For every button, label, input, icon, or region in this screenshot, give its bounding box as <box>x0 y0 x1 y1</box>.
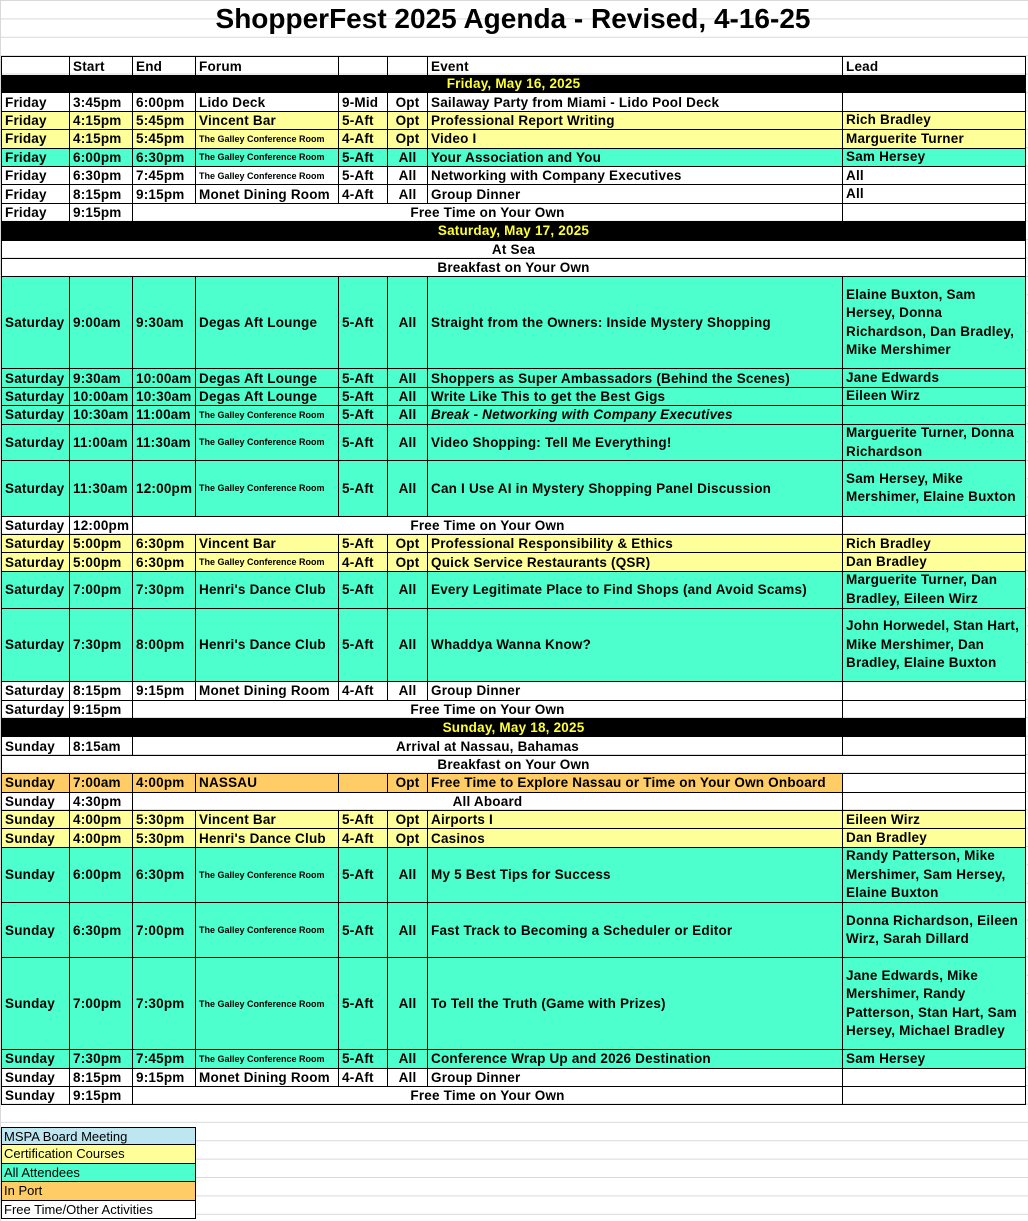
deck-cell: 4-Aft <box>339 682 388 700</box>
span-text: Free Time on Your Own <box>133 701 843 719</box>
opt-cell: All <box>388 682 428 700</box>
start-cell: 9:30am <box>70 369 133 387</box>
span-text: Free Time on Your Own <box>133 1087 843 1105</box>
start-cell: 6:00pm <box>70 149 133 167</box>
span-text: All Aboard <box>133 793 843 811</box>
end-cell: 11:30am <box>133 425 196 462</box>
header-day <box>1 57 70 76</box>
end-cell: 5:45pm <box>133 112 196 130</box>
opt-cell: All <box>388 149 428 167</box>
event-cell: Can I Use AI in Mystery Shopping Panel Discussion <box>428 461 843 516</box>
deck-cell: 5-Aft <box>339 958 388 1050</box>
lead-cell: Dan Bradley <box>843 829 1026 847</box>
opt-cell: All <box>388 461 428 516</box>
lead-cell: Jane Edwards, Mike Mershimer, Randy Patterson, Stan Hart, Sam Hersey, Michael Bradley <box>843 958 1026 1050</box>
event-cell: Airports I <box>428 811 843 829</box>
legend-label: In Port <box>4 1183 43 1199</box>
day-cell: Sunday <box>1 958 70 1050</box>
start-time-cell: 9:15pm <box>70 1087 133 1105</box>
forum-cell: The Galley Conference Room <box>196 903 339 958</box>
agenda-row <box>1 277 1026 369</box>
lead-cell <box>843 682 1026 700</box>
lead-cell <box>843 204 1026 222</box>
deck-cell: 5-Aft <box>339 112 388 130</box>
event-cell: Your Association and You <box>428 149 843 167</box>
start-cell: 11:30am <box>70 461 133 516</box>
event-cell: Fast Track to Becoming a Scheduler or Editor <box>428 903 843 958</box>
start-cell: 11:00am <box>70 425 133 462</box>
day-cell: Friday <box>1 167 70 185</box>
header-start: Start <box>70 57 133 76</box>
day-cell: Saturday <box>1 609 70 683</box>
span-text: Free Time on Your Own <box>133 204 843 222</box>
start-time-cell: 9:15pm <box>70 204 133 222</box>
agenda-row <box>1 535 1026 553</box>
start-time-cell: 4:30pm <box>70 793 133 811</box>
notice-row <box>1 241 1026 259</box>
forum-cell: The Galley Conference Room <box>196 167 339 185</box>
lead-cell: John Horwedel, Stan Hart, Mike Mershimer, Dan Bradley, Elaine Buxton <box>843 609 1026 683</box>
lead-cell <box>843 1087 1026 1105</box>
header-end: End <box>133 57 196 76</box>
forum-cell: Henri's Dance Club <box>196 572 339 609</box>
deck-cell: 5-Aft <box>339 609 388 683</box>
lead-cell: Jane Edwards <box>843 369 1026 387</box>
deck-cell: 5-Aft <box>339 425 388 462</box>
agenda-row <box>1 553 1026 571</box>
event-cell: Professional Report Writing <box>428 112 843 130</box>
end-cell: 4:00pm <box>133 774 196 792</box>
deck-cell: 5-Aft <box>339 167 388 185</box>
opt-cell: Opt <box>388 535 428 553</box>
day-cell: Friday <box>1 149 70 167</box>
lead-cell: All <box>843 185 1026 203</box>
opt-cell: All <box>388 903 428 958</box>
day-cell: Saturday <box>1 277 70 369</box>
day-cell: Saturday <box>1 388 70 406</box>
event-cell: Casinos <box>428 829 843 847</box>
start-cell: 4:15pm <box>70 112 133 130</box>
end-cell: 5:30pm <box>133 829 196 847</box>
agenda-row <box>1 903 1026 958</box>
lead-cell <box>843 93 1026 111</box>
event-cell: Write Like This to get the Best Gigs <box>428 388 843 406</box>
day-header-row <box>1 75 1026 93</box>
header-forum: Forum <box>196 57 339 76</box>
start-cell: 8:15pm <box>70 185 133 203</box>
end-cell: 7:30pm <box>133 958 196 1050</box>
day-header-row <box>1 719 1026 737</box>
lead-cell: Dan Bradley <box>843 553 1026 571</box>
forum-cell: The Galley Conference Room <box>196 425 339 462</box>
header-row <box>1 56 1026 76</box>
opt-cell: All <box>388 1050 428 1068</box>
event-cell: Video Shopping: Tell Me Everything! <box>428 425 843 462</box>
agenda-row <box>1 572 1026 609</box>
event-cell: Quick Service Restaurants (QSR) <box>428 553 843 571</box>
day-cell: Saturday <box>1 425 70 462</box>
deck-cell: 4-Aft <box>339 553 388 571</box>
lead-cell: Rich Bradley <box>843 535 1026 553</box>
event-cell: Shoppers as Super Ambassadors (Behind the Scenes) <box>428 369 843 387</box>
start-cell: 7:00pm <box>70 958 133 1050</box>
lead-cell <box>843 737 1026 755</box>
agenda-row <box>1 811 1026 829</box>
day-cell: Saturday <box>1 701 70 719</box>
start-cell: 7:00pm <box>70 572 133 609</box>
day-cell: Sunday <box>1 793 70 811</box>
deck-cell: 5-Aft <box>339 277 388 369</box>
deck-cell: 5-Aft <box>339 369 388 387</box>
day-cell: Friday <box>1 112 70 130</box>
lead-cell <box>843 1069 1026 1087</box>
end-cell: 7:30pm <box>133 572 196 609</box>
agenda-row <box>1 425 1026 462</box>
agenda-row <box>1 1069 1026 1087</box>
legend-label: MSPA Board Meeting <box>4 1129 128 1144</box>
opt-cell: All <box>388 609 428 683</box>
start-cell: 4:00pm <box>70 829 133 847</box>
forum-cell: Henri's Dance Club <box>196 609 339 683</box>
end-cell: 6:30pm <box>133 535 196 553</box>
forum-cell: Monet Dining Room <box>196 682 339 700</box>
opt-cell: All <box>388 369 428 387</box>
event-cell: Networking with Company Executives <box>428 167 843 185</box>
day-cell: Sunday <box>1 903 70 958</box>
day-cell: Sunday <box>1 774 70 792</box>
forum-cell: The Galley Conference Room <box>196 149 339 167</box>
header-event: Event <box>428 57 843 76</box>
legend-label: All Attendees <box>4 1164 80 1180</box>
forum-cell: Monet Dining Room <box>196 185 339 203</box>
legend-item-port <box>1 1182 196 1200</box>
deck-cell: 5-Aft <box>339 572 388 609</box>
day-cell: Sunday <box>1 1069 70 1087</box>
agenda-row <box>1 185 1026 203</box>
agenda-row <box>1 93 1026 111</box>
lead-cell: Sam Hersey <box>843 1050 1026 1068</box>
forum-cell: The Galley Conference Room <box>196 848 339 903</box>
day-cell: Sunday <box>1 1050 70 1068</box>
agenda-row <box>1 609 1026 683</box>
day-cell: Sunday <box>1 1087 70 1105</box>
notice-row <box>1 259 1026 277</box>
lead-cell: Eileen Wirz <box>843 811 1026 829</box>
forum-cell: Degas Aft Lounge <box>196 369 339 387</box>
end-cell: 7:45pm <box>133 167 196 185</box>
lead-cell: Marguerite Turner, Donna Richardson <box>843 425 1026 462</box>
lead-cell: Eileen Wirz <box>843 388 1026 406</box>
event-cell: Group Dinner <box>428 1069 843 1087</box>
deck-cell: 4-Aft <box>339 185 388 203</box>
opt-cell: Opt <box>388 811 428 829</box>
agenda-row <box>1 406 1026 424</box>
forum-cell: The Galley Conference Room <box>196 130 339 148</box>
start-time-cell: 8:15am <box>70 737 133 755</box>
lead-cell: Randy Patterson, Mike Mershimer, Sam Hersey, Elaine Buxton <box>843 848 1026 903</box>
opt-cell: All <box>388 406 428 424</box>
day-cell: Saturday <box>1 461 70 516</box>
end-cell: 10:00am <box>133 369 196 387</box>
deck-cell: 9-Mid <box>339 93 388 111</box>
day-cell: Sunday <box>1 811 70 829</box>
deck-cell: 5-Aft <box>339 535 388 553</box>
deck-cell: 5-Aft <box>339 461 388 516</box>
forum-cell: Vincent Bar <box>196 811 339 829</box>
forum-cell: The Galley Conference Room <box>196 1050 339 1068</box>
start-cell: 5:00pm <box>70 553 133 571</box>
forum-cell: Vincent Bar <box>196 112 339 130</box>
legend-item-all <box>1 1164 196 1182</box>
event-cell: Free Time to Explore Nassau or Time on Your Own Onboard <box>428 774 843 792</box>
deck-cell: 5-Aft <box>339 811 388 829</box>
agenda-row <box>1 848 1026 903</box>
agenda-row <box>1 1050 1026 1068</box>
agenda-row <box>1 167 1026 185</box>
opt-cell: All <box>388 277 428 369</box>
notice-row <box>1 756 1026 774</box>
opt-cell: Opt <box>388 829 428 847</box>
start-cell: 4:15pm <box>70 130 133 148</box>
day-cell: Saturday <box>1 406 70 424</box>
start-cell: 7:30pm <box>70 609 133 683</box>
end-cell: 9:15pm <box>133 682 196 700</box>
forum-cell: The Galley Conference Room <box>196 406 339 424</box>
opt-cell: All <box>388 388 428 406</box>
start-cell: 3:45pm <box>70 93 133 111</box>
day-cell: Friday <box>1 130 70 148</box>
free-time-row <box>1 737 1026 755</box>
lead-cell: Donna Richardson, Eileen Wirz, Sarah Dillard <box>843 903 1026 958</box>
start-cell: 8:15pm <box>70 682 133 700</box>
lead-cell: Sam Hersey, Mike Mershimer, Elaine Buxton <box>843 461 1026 516</box>
event-cell: Sailaway Party from Miami - Lido Pool Deck <box>428 93 843 111</box>
legend-label: Certification Courses <box>4 1146 125 1162</box>
end-cell: 5:45pm <box>133 130 196 148</box>
start-cell: 7:30pm <box>70 1050 133 1068</box>
event-cell: Break - Networking with Company Executives <box>428 406 843 424</box>
header-lead: Lead <box>843 57 1026 76</box>
end-cell: 6:30pm <box>133 149 196 167</box>
start-cell: 6:00pm <box>70 848 133 903</box>
event-cell: Every Legitimate Place to Find Shops (and Avoid Scams) <box>428 572 843 609</box>
start-cell: 7:00am <box>70 774 133 792</box>
agenda-title: ShopperFest 2025 Agenda - Revised, 4-16-25 <box>215 3 811 34</box>
lead-cell: Marguerite Turner, Dan Bradley, Eileen Wirz <box>843 572 1026 609</box>
day-cell: Saturday <box>1 517 70 535</box>
span-text: Arrival at Nassau, Bahamas <box>133 737 843 755</box>
end-cell: 11:00am <box>133 406 196 424</box>
day-cell: Saturday <box>1 369 70 387</box>
deck-cell: 5-Aft <box>339 848 388 903</box>
end-cell: 6:00pm <box>133 93 196 111</box>
forum-cell: Degas Aft Lounge <box>196 277 339 369</box>
header-deck <box>339 57 388 76</box>
agenda-row <box>1 149 1026 167</box>
lead-cell: Elaine Buxton, Sam Hersey, Donna Richardson, Dan Bradley, Mike Mershimer <box>843 277 1026 369</box>
free-time-row <box>1 793 1026 811</box>
start-cell: 10:30am <box>70 406 133 424</box>
lead-cell <box>843 774 1026 792</box>
day-cell: Friday <box>1 93 70 111</box>
end-cell: 9:15pm <box>133 1069 196 1087</box>
forum-cell: The Galley Conference Room <box>196 461 339 516</box>
forum-cell: Degas Aft Lounge <box>196 388 339 406</box>
agenda-row <box>1 829 1026 847</box>
agenda-row <box>1 682 1026 700</box>
day-cell: Sunday <box>1 829 70 847</box>
lead-cell <box>843 517 1026 535</box>
legend-item-cert <box>1 1145 196 1163</box>
opt-cell: All <box>388 425 428 462</box>
deck-cell <box>339 774 388 792</box>
agenda-row <box>1 130 1026 148</box>
event-cell: Group Dinner <box>428 682 843 700</box>
opt-cell: All <box>388 185 428 203</box>
opt-cell: All <box>388 958 428 1050</box>
day-cell: Sunday <box>1 737 70 755</box>
start-cell: 5:00pm <box>70 535 133 553</box>
free-time-row <box>1 517 1026 535</box>
end-cell: 6:30pm <box>133 848 196 903</box>
end-cell: 9:30am <box>133 277 196 369</box>
day-header: Saturday, May 17, 2025 <box>1 222 1026 240</box>
start-cell: 9:00am <box>70 277 133 369</box>
opt-cell: Opt <box>388 553 428 571</box>
lead-cell <box>843 793 1026 811</box>
event-cell: Straight from the Owners: Inside Mystery Shopping <box>428 277 843 369</box>
opt-cell: All <box>388 167 428 185</box>
lead-cell: All <box>843 167 1026 185</box>
start-time-cell: 9:15pm <box>70 701 133 719</box>
day-cell: Sunday <box>1 848 70 903</box>
event-cell: Group Dinner <box>428 185 843 203</box>
event-cell: Video I <box>428 130 843 148</box>
deck-cell: 5-Aft <box>339 903 388 958</box>
lead-cell: Marguerite Turner <box>843 130 1026 148</box>
end-cell: 12:00pm <box>133 461 196 516</box>
day-header: Friday, May 16, 2025 <box>1 75 1026 93</box>
end-cell: 9:15pm <box>133 185 196 203</box>
legend-item-free <box>1 1201 196 1219</box>
span-text: Free Time on Your Own <box>133 517 843 535</box>
notice-text: Breakfast on Your Own <box>1 259 1026 277</box>
start-time-cell: 12:00pm <box>70 517 133 535</box>
event-cell: Professional Responsibility & Ethics <box>428 535 843 553</box>
forum-cell: Lido Deck <box>196 93 339 111</box>
deck-cell: 4-Aft <box>339 829 388 847</box>
agenda-row <box>1 958 1026 1050</box>
agenda-row <box>1 369 1026 387</box>
header-opt <box>388 57 428 76</box>
event-cell: To Tell the Truth (Game with Prizes) <box>428 958 843 1050</box>
deck-cell: 4-Aft <box>339 1069 388 1087</box>
start-cell: 8:15pm <box>70 1069 133 1087</box>
agenda-row <box>1 112 1026 130</box>
end-cell: 7:00pm <box>133 903 196 958</box>
start-cell: 10:00am <box>70 388 133 406</box>
end-cell: 6:30pm <box>133 553 196 571</box>
lead-cell <box>843 701 1026 719</box>
forum-cell: NASSAU <box>196 774 339 792</box>
deck-cell: 5-Aft <box>339 149 388 167</box>
deck-cell: 5-Aft <box>339 388 388 406</box>
end-cell: 10:30am <box>133 388 196 406</box>
notice-text: At Sea <box>1 241 1026 259</box>
deck-cell: 4-Aft <box>339 130 388 148</box>
opt-cell: Opt <box>388 130 428 148</box>
forum-cell: Vincent Bar <box>196 535 339 553</box>
free-time-row <box>1 701 1026 719</box>
opt-cell: Opt <box>388 93 428 111</box>
start-cell: 6:30pm <box>70 903 133 958</box>
legend-label: Free Time/Other Activities <box>4 1201 153 1217</box>
day-cell: Friday <box>1 204 70 222</box>
forum-cell: The Galley Conference Room <box>196 958 339 1050</box>
day-cell: Saturday <box>1 682 70 700</box>
start-cell: 4:00pm <box>70 811 133 829</box>
opt-cell: All <box>388 848 428 903</box>
start-cell: 6:30pm <box>70 167 133 185</box>
day-cell: Saturday <box>1 572 70 609</box>
event-cell: Whaddya Wanna Know? <box>428 609 843 683</box>
agenda-row <box>1 388 1026 406</box>
forum-cell: Monet Dining Room <box>196 1069 339 1087</box>
day-header-row <box>1 222 1026 240</box>
end-cell: 7:45pm <box>133 1050 196 1068</box>
lead-cell: Sam Hersey <box>843 149 1026 167</box>
legend-item-board <box>1 1127 196 1145</box>
end-cell: 8:00pm <box>133 609 196 683</box>
opt-cell: All <box>388 1069 428 1087</box>
event-cell: Conference Wrap Up and 2026 Destination <box>428 1050 843 1068</box>
forum-cell: The Galley Conference Room <box>196 553 339 571</box>
deck-cell: 5-Aft <box>339 406 388 424</box>
agenda-row <box>1 461 1026 516</box>
forum-cell: Henri's Dance Club <box>196 829 339 847</box>
lead-cell: Rich Bradley <box>843 112 1026 130</box>
day-cell: Friday <box>1 185 70 203</box>
opt-cell: All <box>388 572 428 609</box>
day-header: Sunday, May 18, 2025 <box>1 719 1026 737</box>
opt-cell: Opt <box>388 112 428 130</box>
free-time-row <box>1 1087 1026 1105</box>
deck-cell: 5-Aft <box>339 1050 388 1068</box>
event-cell: My 5 Best Tips for Success <box>428 848 843 903</box>
lead-cell <box>843 406 1026 424</box>
free-time-row <box>1 204 1026 222</box>
opt-cell: Opt <box>388 774 428 792</box>
notice-text: Breakfast on Your Own <box>1 756 1026 774</box>
agenda-row <box>1 774 1026 792</box>
day-cell: Saturday <box>1 535 70 553</box>
day-cell: Saturday <box>1 553 70 571</box>
end-cell: 5:30pm <box>133 811 196 829</box>
